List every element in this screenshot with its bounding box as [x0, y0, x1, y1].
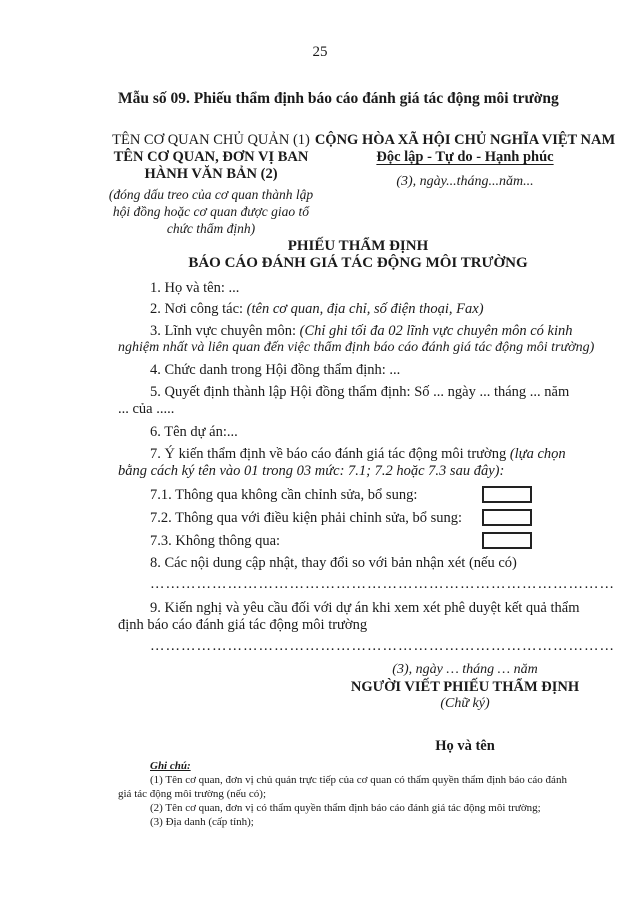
item-3-hint-a: (Chỉ ghi tối đa 02 lĩnh vực chuyên môn có kinh	[299, 323, 573, 339]
form-title: Mẫu số 09. Phiếu thẩm định báo cáo đánh giá tác động môi trường	[118, 90, 559, 107]
place-date: (3), ngày...tháng...năm...	[396, 174, 534, 189]
nation-motto-text: Độc lập - Tự do - Hạnh phúc	[376, 149, 554, 165]
page-number: 25	[312, 44, 328, 60]
item-7-1-label: 7.1. Thông qua không cần chỉnh sửa, bổ sung:	[150, 487, 418, 503]
nation-motto	[306, 149, 624, 166]
item-8-fill-line[interactable]: ………………………………………………………………………………	[150, 576, 615, 592]
signer-title: NGƯỜI VIẾT PHIẾU THẨM ĐỊNH	[350, 679, 580, 695]
option-7-2-signature-box[interactable]	[482, 509, 532, 526]
issuing-agency-name-line1: TÊN CƠ QUAN, ĐƠN VỊ BAN	[113, 149, 309, 165]
item-2-hint: (tên cơ quan, địa chỉ, số điện thoại, Fax)	[246, 301, 484, 317]
item-3-hint-b: nghiệm nhất và liên quan đến việc thẩm định báo cáo đánh giá tác động môi trường)	[118, 340, 595, 355]
nation-title: CỘNG HÒA XÃ HỘI CHỦ NGHĨA VIỆT NAM	[314, 132, 616, 148]
item-2-workplace	[150, 301, 484, 318]
note-3: (3) Địa danh (cấp tỉnh);	[150, 816, 254, 828]
item-5-decision-a: 5. Quyết định thành lập Hội đồng thẩm định: Số ... ngày ... tháng ... năm	[150, 384, 570, 400]
option-7-3-signature-box[interactable]	[482, 532, 532, 549]
parent-agency-name: TÊN CƠ QUAN CHỦ QUẢN (1)	[112, 132, 310, 148]
item-7-hint-b: bằng cách ký tên vào 01 trong 03 mức: 7.1; 7.2 hoặc 7.3 sau đây):	[118, 463, 505, 479]
signer-name: Họ và tên	[435, 738, 495, 754]
note-1-a: (1) Tên cơ quan, đơn vị chủ quản trực tiếp của cơ quan có thẩm quyền thẩm định báo cáo đánh	[150, 774, 567, 786]
item-5-decision-b: ... của .....	[118, 401, 175, 417]
item-6-project-name: 6. Tên dự án:...	[150, 424, 238, 440]
option-7-1-signature-box[interactable]	[482, 486, 532, 503]
signature-placeholder: (Chữ ký)	[440, 696, 490, 711]
item-3-label: 3. Lĩnh vực chuyên môn:	[150, 323, 300, 339]
item-2-label: 2. Nơi công tác:	[150, 301, 247, 317]
item-7-label: 7. Ý kiến thẩm định về báo cáo đánh giá tác động môi trường	[150, 446, 510, 462]
item-7-hint-a: (lựa chọn	[509, 446, 566, 462]
item-7-3-label: 7.3. Không thông qua:	[150, 533, 281, 549]
doc-title-line1: PHIẾU THẨM ĐỊNH	[287, 238, 429, 254]
item-1-full-name: 1. Họ và tên: ...	[150, 280, 240, 296]
doc-title-line2: BÁO CÁO ĐÁNH GIÁ TÁC ĐỘNG MÔI TRƯỜNG	[188, 255, 528, 271]
notes-heading: Ghi chú:	[150, 760, 191, 772]
note-2: (2) Tên cơ quan, đơn vị có thẩm quyền thẩm định báo cáo đánh giá tác động môi trường;	[150, 802, 541, 814]
note-1-b: giá tác động môi trường (nếu có);	[118, 788, 267, 800]
item-9-fill-line[interactable]: ………………………………………………………………………………	[150, 638, 615, 654]
item-7-opinion	[150, 446, 566, 463]
item-4-council-role: 4. Chức danh trong Hội đồng thẩm định: ...	[150, 362, 401, 378]
item-8-updates: 8. Các nội dung cập nhật, thay đổi so với bản nhận xét (nếu có)	[150, 555, 517, 571]
stamp-note: (đóng dấu treo của cơ quan thành lập hội đồng hoặc cơ quan được giao tổ chức thẩm định)	[108, 187, 314, 236]
item-7-2-label: 7.2. Thông qua với điều kiện phải chỉnh sửa, bổ sung:	[150, 510, 463, 526]
item-9-recommendations-a: 9. Kiến nghị và yêu cầu đối với dự án khi xem xét phê duyệt kết quả thẩm	[150, 600, 580, 616]
item-3-expertise	[150, 323, 573, 340]
item-9-recommendations-b: định báo cáo đánh giá tác động môi trường	[118, 617, 368, 633]
signature-date: (3), ngày … tháng … năm	[392, 662, 538, 677]
issuing-agency-name-line2: HÀNH VĂN BẢN (2)	[144, 166, 278, 182]
